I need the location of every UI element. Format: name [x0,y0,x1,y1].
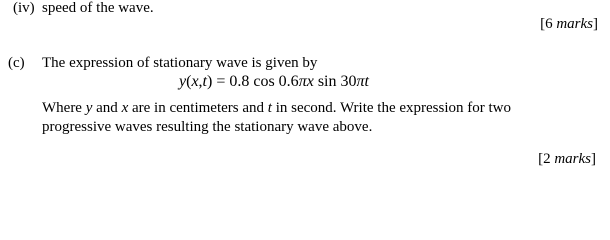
para-text-a: Where [42,100,86,116]
marks-word: marks [556,16,593,32]
eq-t: t [202,73,207,90]
question-intro-c: The expression of stationary wave is given by [42,55,318,71]
eq-comma: , [198,73,203,90]
question-text-iv: speed of the wave. [42,0,154,16]
eq-close-paren: ) [207,73,213,90]
marks-allocation-2 [538,152,596,167]
eq-t-2: t [364,73,369,90]
marks-allocation-6 [540,17,598,32]
stationary-wave-equation [179,74,369,90]
marks-open: [6 [540,16,557,32]
para-var-y: y [85,100,93,116]
eq-y: y [179,73,187,90]
eq-x-2: x [306,73,314,90]
para-var-t: t [267,100,272,116]
question-number-iv: (iv) [13,0,35,16]
question-paragraph-line-2: progressive waves resulting the stationary wave above. [42,119,373,135]
eq-rhs-part-b: sin 30 [313,73,357,90]
marks-word: marks [554,151,591,167]
para-text-b: and [92,100,122,116]
eq-open-paren: ( [186,73,192,90]
eq-pi-1: π [298,73,307,90]
eq-pi-2: π [356,73,365,90]
question-paragraph-line-1 [42,101,602,116]
marks-open: [2 [538,151,555,167]
eq-x: x [191,73,199,90]
para-var-x: x [121,100,129,116]
marks-close: ] [591,151,596,167]
question-label-c: (c) [8,55,25,71]
para-text-c: are in centimeters and [128,100,268,116]
marks-close: ] [593,16,598,32]
para-text-d: in second. Write the expression for two [271,100,511,116]
eq-rhs-part-a: = 0.8 cos 0.6 [212,73,299,90]
